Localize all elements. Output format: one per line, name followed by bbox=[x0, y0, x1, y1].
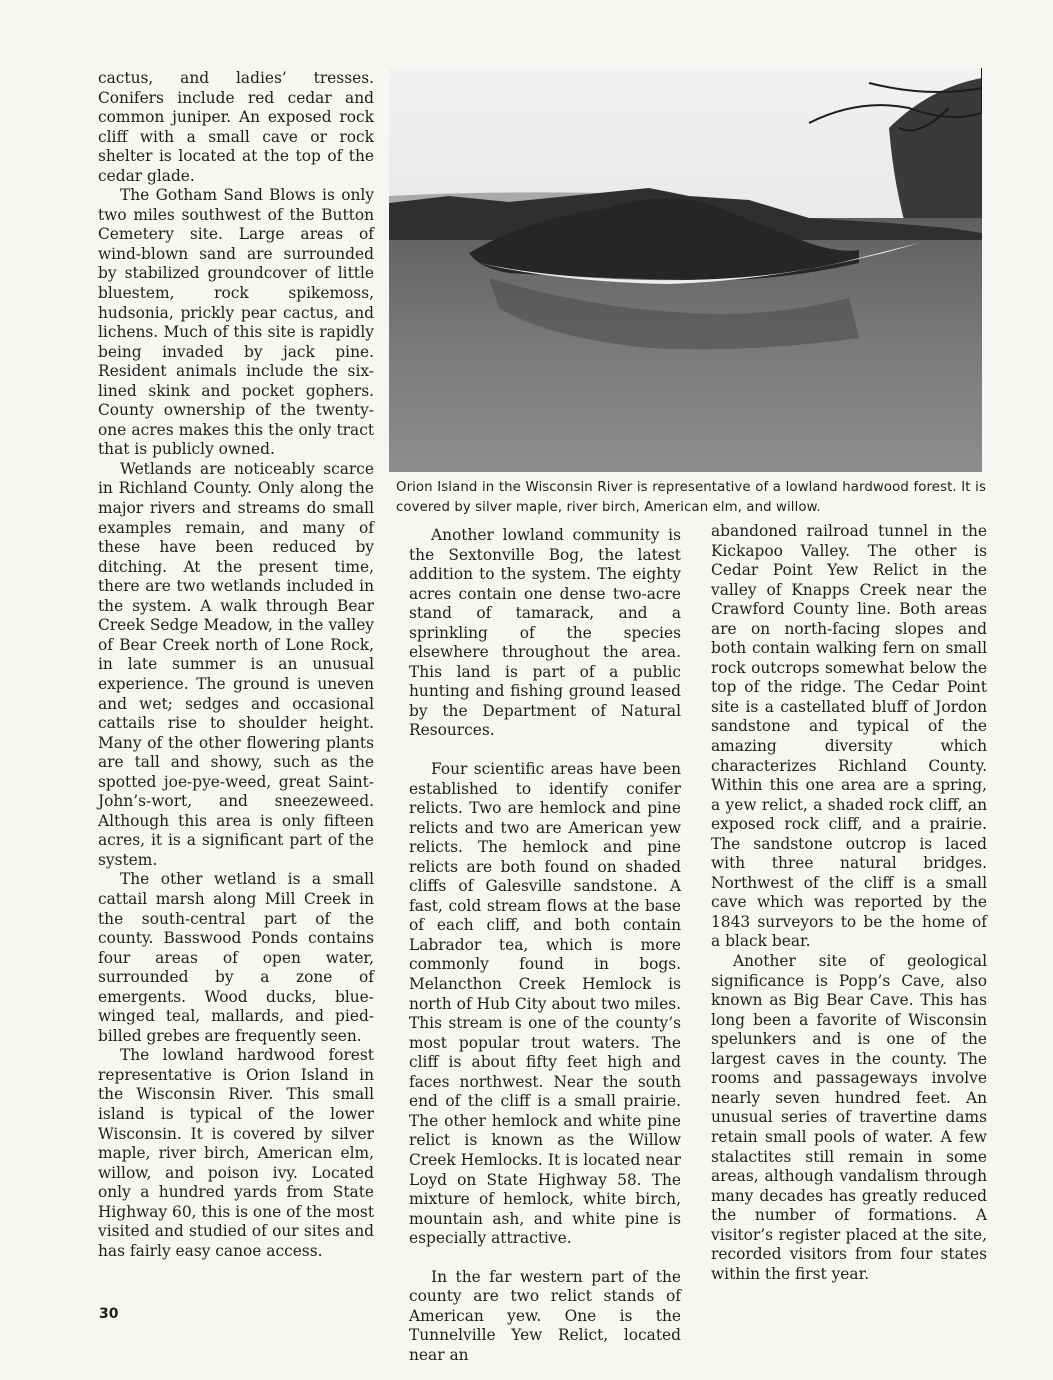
page-number: 30 bbox=[99, 1306, 119, 1322]
paragraph: The other wetland is a small cattail marsh along Mill Creek in the south-central part of the county. Basswood Ponds contains four areas of open water, surrounded by a zone of emergents. Wood ducks, blue-winged teal, mallards, and pied-billed grebes are frequently seen. bbox=[98, 870, 374, 1045]
text-column-left bbox=[98, 69, 374, 1261]
paragraph: Wetlands are noticeably scarce in Richland County. Only along the major rivers and streams do small examples remain, and many of these have been reduced by ditching. At the present time, there are two wetlands included in the system. A walk through Bear Creek Sedge Meadow, in the valley of Bear Creek north of Lone Rock, in late summer is an unusual experience. The ground is uneven and wet; sedges and occasional cattails rise to shoulder height. Many of the other flowering plants are tall and showy, such as the spotted joe-pye-weed, great Saint-John’s-wort, and sneezeweed. Although this area is only fifteen acres, it is a significant part of the system. bbox=[98, 459, 374, 869]
paragraph: The Gotham Sand Blows is only two miles southwest of the Button Cemetery site. Large areas of wind-blown sand are surrounded by stabilized groundcover of little bluestem, rock spikemoss, hudsonia, prickly pear cactus, and lichens. Much of this site is rapidly being invaded by jack pine. Resident animals include the six-lined skink and pocket gophers. County ownership of the twenty-one acres makes this the only tract that is publicly owned. bbox=[98, 186, 374, 459]
paragraph: Another site of geological significance is Popp’s Cave, also known as Big Bear Cave. This has long been a favorite of Wisconsin spelunkers and is one of the largest caves in the county. The rooms and passageways involve nearly seven hundred feet. An unusual series of travertine dams retain small pools of water. A few stalactites still remain in some areas, although vandalism through many decades has greatly reduced the number of formations. A visitor’s register placed at the site, recorded visitors from four states within the first year. bbox=[711, 952, 987, 1283]
paragraph: Four scientific areas have been established to identify conifer relicts. Two are hemlock and pine relicts and two are American yew relicts. The hemlock and pine relicts are both found on shaded cliffs of Galesville sandstone. A fast, cold stream flows at the base of each cliff, and both contain Labrador tea, which is more commonly found in bogs. Melancthon Creek Hemlock is north of Hub City about two miles. This stream is one of the county’s most popular trout waters. The cliff is about fifty feet high and faces northwest. Near the south end of the cliff is a small prairie. The other hemlock and white pine relict is known as the Willow Creek Hemlocks. It is located near Loyd on State Highway 58. The mixture of hemlock, white birch, mountain ash, and white pine is especially attractive. bbox=[409, 760, 681, 1248]
paragraph: Another lowland community is the Sextonville Bog, the latest addition to the system. The eighty acres contain one dense two-acre stand of tamarack, and a sprinkling of the species elsewhere throughout the area. This land is part of a public hunting and fishing ground leased by the Department of Natural Resources. bbox=[409, 526, 681, 740]
photo-caption: Orion Island in the Wisconsin River is representative of a lowland hardwood forest. It is covered by silver maple, river birch, American elm, and willow. bbox=[396, 480, 986, 515]
orion-island-photo bbox=[389, 68, 982, 472]
paragraph: abandoned railroad tunnel in the Kickapoo Valley. The other is Cedar Point Yew Relict in the valley of Knapps Creek near the Crawford County line. Both areas are on north-facing slopes and both contain walking fern on small rock outcrops somewhat below the top of the ridge. The Cedar Point site is a castellated bluff of Jordon sandstone and typical of the amazing diversity which characterizes Richland County. Within this one area are a spring, a yew relict, a shaded rock cliff, an exposed rock cliff, and a prairie. The sandstone outcrop is laced with three natural bridges. Northwest of the cliff is a small cave which was reported by the 1843 surveyors to be the home of a black bear. bbox=[711, 522, 987, 951]
text-column-right bbox=[711, 522, 987, 1284]
paragraph: The lowland hardwood forest representative is Orion Island in the Wisconsin River. This small island is typical of the lower Wisconsin. It is covered by silver maple, river birch, American elm, willow, and poison ivy. Located only a hundred yards from State Highway 60, this is one of the most visited and studied of our sites and has fairly easy canoe access. bbox=[98, 1046, 375, 1260]
paragraph: In the far western part of the county are two relict stands of American yew. One is the Tunnelville Yew Relict, located near an bbox=[409, 1267, 681, 1364]
paragraph: cactus, and ladies’ tresses. Conifers include red cedar and common juniper. An exposed rock cliff with a small cave or rock shelter is located at the top of the cedar glade. bbox=[98, 69, 374, 185]
text-column-middle bbox=[409, 526, 681, 1365]
